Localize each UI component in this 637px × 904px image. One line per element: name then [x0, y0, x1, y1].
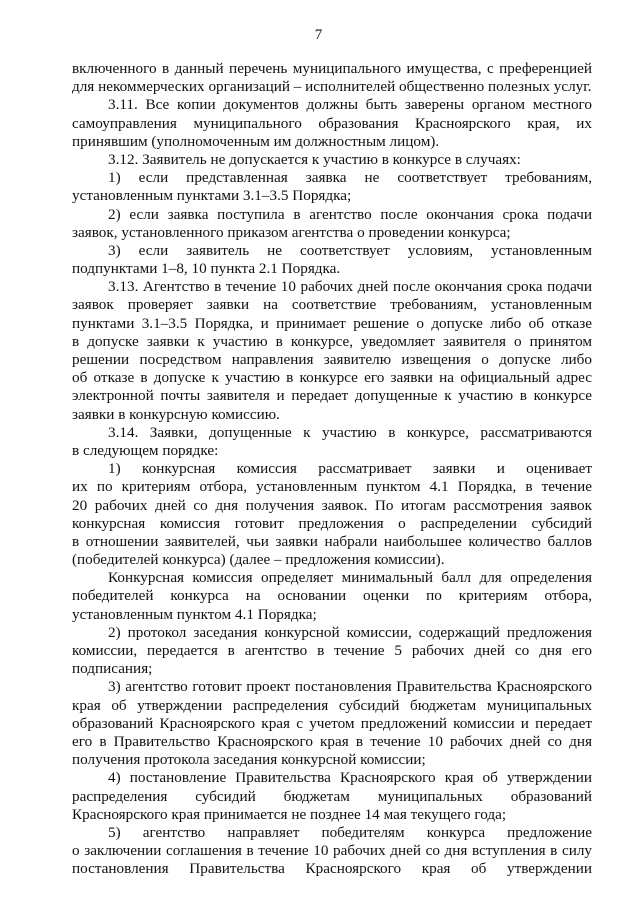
text-line: пунктами 3.1–3.5 Порядка, и принимает решение о допуске либо об отказе	[72, 314, 592, 332]
text-line: 1) если представленная заявка не соответствует требованиям,	[108, 169, 592, 187]
text-line: 3.11. Все копии документов должны быть заверены органом местного	[108, 96, 592, 114]
text-line: победителей конкурса на основании оценки по критериям отбора,	[72, 587, 592, 605]
text-line: распределения субсидий бюджетам муниципальных образований	[72, 787, 592, 805]
text-line: комиссии, передается в агентство в течение 5 рабочих дней со дня его	[72, 642, 592, 659]
text-line: Красноярского края принимается не позднее 14 мая текущего года;	[72, 805, 507, 823]
text-line: решении посредством направления заявителю извещения о допуске либо	[72, 351, 592, 368]
text-line: 2) если заявка поступила в агентство после окончания срока подачи	[108, 205, 592, 223]
text-line: постановления Правительства Красноярского края об утверждении	[72, 860, 592, 878]
text-line: электронной почты заявителя и передает допущенные к участию в конкурсе	[72, 387, 592, 405]
text-line: заявок, установленного приказом агентства о проведении конкурса;	[72, 223, 511, 241]
text-line: включенного в данный перечень муниципального имущества, с преференцией	[72, 60, 592, 77]
text-line: Конкурсная комиссия определяет минимальный балл для определения	[108, 569, 592, 587]
text-line: 1) конкурсная комиссия рассматривает заявки и оценивает	[108, 460, 592, 478]
document-body	[72, 60, 592, 878]
text-line: для некоммерческих организаций – исполнителей общественно полезных услуг.	[72, 78, 592, 96]
text-line: в следующем порядке:	[72, 441, 219, 459]
text-line: 4) постановление Правительства Красноярского края об утверждении	[108, 769, 592, 787]
text-line: образований Красноярского края с учетом предложений комиссии и передает	[72, 714, 592, 732]
text-line: 2) протокол заседания конкурсной комиссии, содержащий предложения	[108, 623, 592, 641]
text-line: его в Правительство Красноярского края в течение 10 рабочих дней со дня	[72, 732, 592, 750]
text-line: 3.13. Агентство в течение 10 рабочих дней после окончания срока подачи	[108, 278, 592, 296]
text-line: края об утверждении распределения субсидий бюджетам муниципальных	[72, 696, 592, 714]
text-line: (победителей конкурса) (далее – предложения комиссии).	[72, 551, 445, 569]
text-line: установленным пунктами 3.1–3.5 Порядка;	[72, 187, 352, 205]
text-line: их по критериям отбора, установленным пунктом 4.1 Порядка, в течение	[72, 478, 592, 496]
text-line: в допуске заявки к участию в конкурсе, уведомляет заявителя о принятом	[72, 332, 592, 350]
text-line: о заключении соглашения в течение 10 рабочих дней со дня вступления в силу	[72, 842, 592, 860]
text-line: 5) агентство направляет победителям конкурса предложение	[108, 823, 592, 841]
text-line: получения протокола заседания конкурсной комиссии;	[72, 751, 426, 769]
text-line: конкурсная комиссия готовит предложения о распределении субсидий	[72, 514, 592, 532]
text-line: 20 рабочих дней со дня получения заявок. По итогам рассмотрения заявок	[72, 496, 592, 514]
text-line: принявшим (уполномоченным им должностным лицом).	[72, 132, 440, 150]
text-line: 3.14. Заявки, допущенные к участию в конкурсе, рассматриваются	[108, 423, 592, 441]
text-line: заявки в конкурсную комиссию.	[72, 405, 280, 423]
text-line: самоуправления муниципального образования Красноярского края, их	[72, 114, 592, 132]
text-line: 3.12. Заявитель не допускается к участию в конкурсе в случаях:	[108, 150, 521, 168]
page-number: 7	[314, 27, 323, 43]
text-line: 3) если заявитель не соответствует условиям, установленным	[108, 241, 592, 259]
text-line: об отказе в допуске к участию в конкурсе его заявки на официальный адрес	[72, 369, 592, 387]
text-line: установленным пунктом 4.1 Порядка;	[72, 605, 317, 623]
text-line: подпунктами 1–8, 10 пункта 2.1 Порядка.	[72, 260, 341, 278]
text-line: 3) агентство готовит проект постановления Правительства Красноярского	[108, 678, 592, 696]
text-line: в отношении заявителей, чьи заявки набрали наибольшее количество баллов	[72, 532, 592, 550]
text-line: заявок проверяет заявки на соответствие требованиям, установленным	[72, 296, 592, 314]
text-line: подписания;	[72, 660, 153, 678]
